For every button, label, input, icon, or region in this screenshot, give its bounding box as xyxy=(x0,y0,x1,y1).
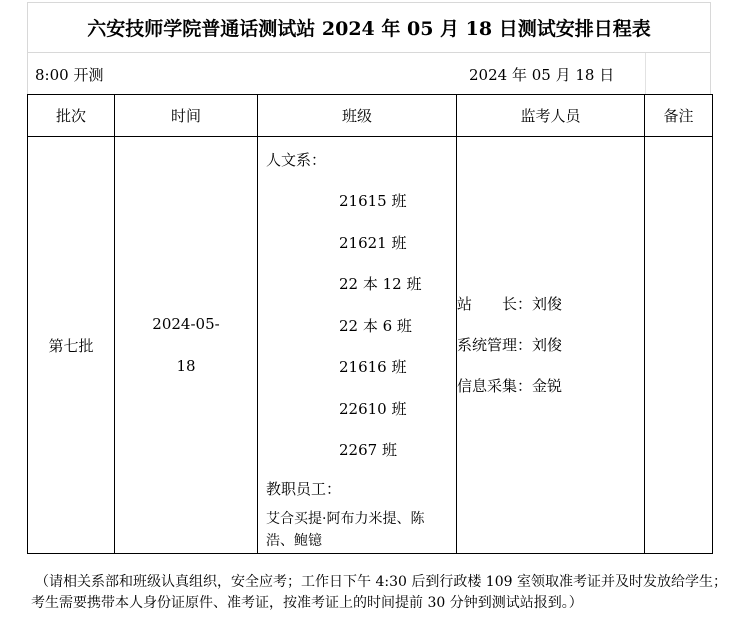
table-header-row xyxy=(28,95,713,137)
header-class: 班级 xyxy=(258,95,457,137)
page-title: 六安技师学院普通话测试站 2024 年 05 月 18 日测试安排日程表 xyxy=(27,2,711,52)
remark-cell xyxy=(645,137,713,554)
class-item: 22 本 12 班 xyxy=(339,275,422,293)
class-item: 21615 班 xyxy=(339,192,407,210)
class-item: 2267 班 xyxy=(339,441,397,459)
time-line-2: 18 xyxy=(176,357,196,375)
test-date: 2024 年 05 月 18 日 xyxy=(469,66,615,84)
header-remark: 备注 xyxy=(645,95,713,137)
proctor-station-head: 站 长：刘俊 xyxy=(457,294,563,313)
start-time: 8:00 开测 xyxy=(35,66,104,84)
batch-cell: 第七批 xyxy=(28,137,115,554)
class-item: 22 本 6 班 xyxy=(339,316,412,335)
header-batch: 批次 xyxy=(28,95,115,137)
footnote: （请相关系部和班级认真组织，安全应考；工作日下午 4:30 后到行政楼 109 室领取准考证并及时发放给学生；考生需要携带本人身份证原件、准考证，按准考证上的时间提前 30 分钟到测试站报到。） xyxy=(31,574,727,611)
proctor-system-admin: 系统管理：刘俊 xyxy=(457,335,563,354)
time-line-1: 2024-05- xyxy=(152,315,220,333)
header-proctors: 监考人员 xyxy=(457,95,645,137)
staff-label: 教职员工： xyxy=(266,479,342,498)
class-cell xyxy=(258,137,457,554)
class-item: 22610 班 xyxy=(339,399,407,418)
class-item: 21621 班 xyxy=(339,233,407,252)
class-item: 21616 班 xyxy=(339,358,407,376)
staff-names: 艾合买提·阿布力米提、陈浩、鲍镱 xyxy=(266,510,425,549)
schedule-table xyxy=(27,94,713,554)
proctor-cell xyxy=(457,137,645,554)
time-cell xyxy=(115,137,258,554)
info-divider xyxy=(645,53,646,94)
header-time: 时间 xyxy=(115,95,258,137)
table-row xyxy=(28,137,713,554)
info-row xyxy=(27,52,711,94)
proctor-info-collection: 信息采集：金锐 xyxy=(457,376,563,395)
department-label: 人文系： xyxy=(266,151,327,169)
